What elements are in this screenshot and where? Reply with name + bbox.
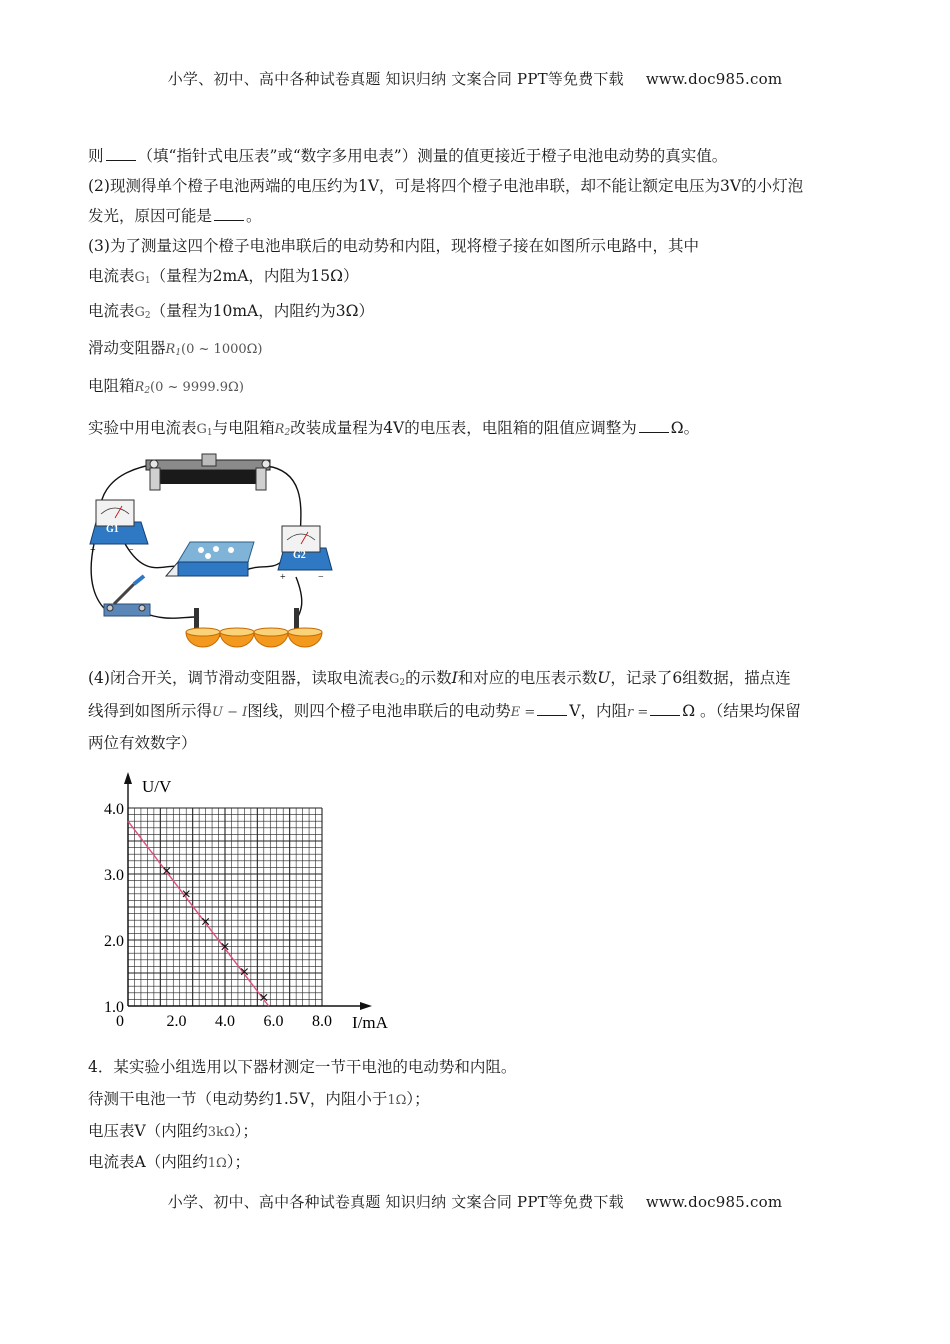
electrodes (194, 608, 299, 630)
r1-range: (0 ~ 1000Ω) (181, 342, 263, 357)
text: V，内阻 (569, 702, 627, 720)
r1-spec-line (88, 338, 262, 363)
text: （填“指针式电压表”或“数字多用电表”）测量的值更接近于橙子电池电动势的真实值。 (137, 147, 728, 165)
g1-spec-line (88, 266, 358, 291)
var-ui: U − I (212, 705, 248, 720)
r2-symbol: $R_2$ (134, 380, 151, 396)
text: 电阻箱 (88, 377, 135, 395)
ui-chart (90, 770, 410, 1035)
text: 改装成量程为4V的电压表，电阻箱的阻值应调整为 (290, 419, 637, 437)
footer-text: 小学、初中、高中各种试卷真题 知识归纳 文案合同 PPT等免费下载 (167, 1193, 624, 1211)
x-tick-label: 6.0 (263, 1013, 284, 1030)
g2-symbol: $G_2$ (388, 672, 406, 688)
text: 电压表V（内阻约 (88, 1122, 208, 1140)
text: 电流表 (88, 302, 135, 320)
footer-url[interactable]: www.doc985.com (645, 1193, 783, 1211)
text: ）； (234, 1122, 258, 1140)
header-url[interactable]: www.doc985.com (645, 70, 783, 88)
r2-symbol: $R_2$ (274, 422, 291, 438)
circuit-diagram (86, 452, 346, 660)
wire (246, 562, 281, 570)
var-r: r = (627, 705, 649, 720)
minus-sign: − (128, 545, 134, 556)
plus-sign: + (90, 545, 96, 556)
math: 3kΩ (207, 1125, 235, 1140)
text: 待测干电池一节（电动势约1.5V，内阻小于 (88, 1090, 388, 1108)
text: 滑动变阻器 (88, 339, 166, 357)
q3-part4-line-2 (88, 701, 801, 723)
text: 线得到如图所示得 (88, 702, 213, 720)
plus-sign: + (280, 572, 286, 583)
page-header (0, 68, 950, 89)
text: 则 (88, 147, 104, 165)
ammeter-g1 (90, 500, 148, 556)
orange-batteries (186, 628, 322, 647)
var-e: E = (510, 705, 536, 720)
var-i: I (451, 669, 458, 687)
x-axis-label: I/mA (352, 1013, 388, 1032)
x-tick-label: 8.0 (312, 1013, 332, 1030)
text: 图线，则四个橙子电池串联后的电动势 (247, 702, 511, 720)
y-tick-label: 3.0 (104, 867, 124, 884)
r1-symbol: $R_1$ (165, 342, 182, 358)
x-tick-label: 4.0 (215, 1013, 235, 1030)
q4-line-4 (88, 1152, 250, 1174)
var-u: U (597, 669, 611, 687)
page-footer (0, 1191, 950, 1212)
answer-blank (106, 146, 136, 161)
q4-line-1: 4．某实验小组选用以下器材测定一节干电池的电动势和内阻。 (88, 1058, 517, 1076)
text: Ω 。（结果均保留 (682, 702, 801, 720)
x-axis-arrow (360, 1002, 372, 1010)
g1-symbol: $G_1$ (134, 270, 151, 286)
text: (4)闭合开关，调节滑动变阻器，读取电流表 (88, 669, 389, 687)
text: 电流表A（内阻约 (88, 1153, 208, 1171)
text: ）； (406, 1090, 430, 1108)
conversion-line (88, 418, 699, 443)
math: 1Ω (207, 1156, 227, 1171)
r2-range: (0 ~ 9999.9Ω) (150, 380, 244, 395)
x-tick-label: 2.0 (166, 1013, 187, 1030)
text: （量程为2mA，内阻为15Ω） (150, 267, 359, 285)
text: 发光，原因可能是 (88, 207, 213, 225)
q3-line-2: (2)现测得单个橙子电池两端的电压约为1V，可是将四个橙子电池串联，却不能让额定电压为3V的小灯泡 (88, 177, 804, 195)
text: ）； (226, 1153, 251, 1171)
header-text: 小学、初中、高中各种试卷真题 知识归纳 文案合同 PPT等免费下载 (167, 70, 624, 88)
q3-line-3 (88, 206, 262, 226)
text: ，记录了6组数据，描点连 (610, 669, 791, 687)
answer-blank (639, 418, 669, 433)
y-tick-label: 1.0 (104, 999, 124, 1016)
q4-line-2 (88, 1089, 430, 1111)
text: （量程为10mA，内阻约为3Ω） (150, 302, 374, 320)
math: 1Ω (387, 1093, 407, 1108)
text: 电流表 (88, 267, 135, 285)
text: 与电阻箱 (212, 419, 275, 437)
text: Ω。 (670, 419, 700, 437)
y-tick-label: 4.0 (104, 801, 124, 818)
chart-grid (128, 808, 322, 1006)
g2-label: G2 (293, 550, 306, 561)
q3-part4-line-3: 两位有效数字） (88, 734, 197, 752)
q3-line-4: (3)为了测量这四个橙子电池串联后的电动势和内阻，现将橙子接在如图所示电路中，其中 (88, 237, 699, 255)
y-tick-label: 2.0 (104, 933, 124, 950)
text: 和对应的电压表示数 (457, 669, 598, 687)
r2-spec-line (88, 376, 244, 401)
g2-spec-line (88, 301, 374, 326)
g1-symbol: $G_1$ (196, 422, 213, 438)
g2-symbol: $G_2$ (134, 305, 151, 321)
minus-sign: − (318, 572, 324, 583)
text: 实验中用电流表 (88, 419, 197, 437)
switch (104, 576, 150, 616)
ammeter-g2 (278, 526, 332, 583)
g1-label: G1 (106, 524, 119, 535)
q4-line-3 (88, 1121, 258, 1143)
answer-blank (214, 206, 244, 221)
answer-blank (650, 701, 680, 716)
y-axis-arrow (124, 772, 132, 784)
x-tick-label: 0 (116, 1013, 124, 1030)
q3-part4-line-1 (88, 668, 791, 693)
text: 。 (246, 207, 262, 225)
text: 的示数 (405, 669, 452, 687)
rheostat (146, 454, 270, 490)
resistance-box (166, 542, 254, 576)
answer-blank (537, 701, 567, 716)
y-axis-label: U/V (142, 777, 172, 796)
q3-line-1 (88, 146, 727, 166)
